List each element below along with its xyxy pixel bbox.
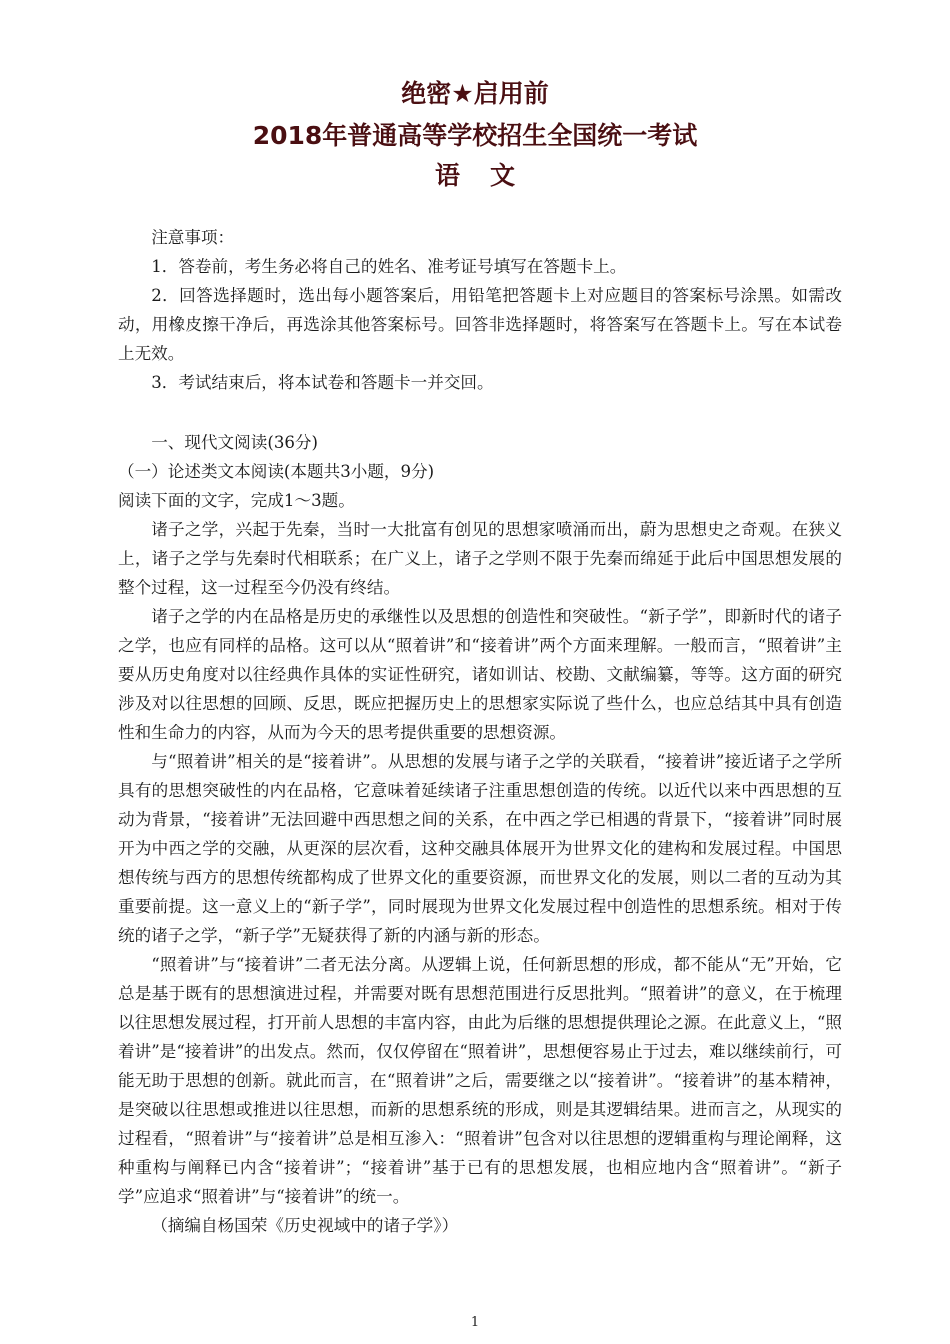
passage-paragraph: 诸子之学的内在品格是历史的承继性以及思想的创造性和突破性。“新子学”，即新时代的诸子之学，也应有同样的品格。这可以从“照着讲”和“接着讲”两个方面来理解。一般而言，“照着讲”主要从历史角度对以往经典作具体的实证性研究，诸如训诂、校勘、文献编纂，等等。这方面的研究涉及对以往思想的回顾、反思，既应把握历史上的思想家实际说了些什么，也应总结其中具有创造性和生命力的内容，从而为今天的思考提供重要的思想资源。 (118, 607, 842, 742)
passage-paragraph: 诸子之学，兴起于先秦，当时一大批富有创见的思想家喷涌而出，蔚为思想史之奇观。在狭义上，诸子之学与先秦时代相联系；在广义上，诸子之学则不限于先秦而绵延于此后中国思想发展的整个过程，这一过程至今仍没有终结。 (118, 520, 842, 597)
section-subheading: （一）论述类文本阅读(本题共3小题，9分) (118, 462, 435, 481)
passage-paragraph: 与“照着讲”相关的是“接着讲”。从思想的发展与诸子之学的关联看，“接着讲”接近诸子之学所具有的思想突破性的内在品格，它意味着延续诸子注重思想创造的传统。以近代以来中西思想的互动为背景，“接着讲”无法回避中西思想之间的关系，在中西之学已相遇的背景下，“接着讲”同时展开为中西之学的交融，从更深的层次看，这种交融具体展开为世界文化的建构和发展过程。中国思想传统与西方的思想传统都构成了世界文化的重要资源，而世界文化的发展，则以二者的互动为其重要前提。这一意义上的“新子学”，同时展现为世界文化发展过程中创造性的思想系统。相对于传统的诸子之学，“新子学”无疑获得了新的内涵与新的形态。 (118, 752, 842, 945)
exam-title: 2018年普通高等学校招生全国统一考试 (252, 121, 698, 150)
notice-item: 3．考试结束后，将本试卷和答题卡一并交回。 (151, 373, 494, 392)
section-block (118, 428, 842, 515)
notice-block (118, 223, 842, 397)
notice-item: 2．回答选择题时，选出每小题答案后，用铅笔把答题卡上对应题目的答案标号涂黑。如需改动，用橡皮擦干净后，再选涂其他答案标号。回答非选择题时，将答案写在答题卡上。写在本试卷上无效。 (118, 286, 842, 363)
page-number: 1 (470, 1315, 480, 1330)
passage-source: （摘编自杨国荣《历史视域中的诸子学》） (151, 1216, 459, 1235)
section-instruction: 阅读下面的文字，完成1～3题。 (118, 491, 355, 510)
document-body (118, 223, 842, 1240)
passage-paragraph: “照着讲”与“接着讲”二者无法分离。从逻辑上说，任何新思想的形成，都不能从“无”开始，它总是基于既有的思想演进过程，并需要对既有思想范围进行反思批判。“照着讲”的意义，在于梳理以往思想发展过程，打开前人思想的丰富内容，由此为后继的思想提供理论之源。在此意义上，“照着讲”是“接着讲”的出发点。然而，仅仅停留在“照着讲”，思想便容易止于过去，难以继续前行，可能无助于思想的创新。就此而言，在“照着讲”之后，需要继之以“接着讲”。“接着讲”的基本精神，是突破以往思想或推进以往思想，而新的思想系统的形成，则是其逻辑结果。进而言之，从现实的过程看，“照着讲”与“接着讲”总是相互渗入：“照着讲”包含对以往思想的逻辑重构与理论阐释，这种重构与阐释已内含“接着讲”；“接着讲”基于已有的思想发展，也相应地内含“照着讲”。“新子学”应追求“照着讲”与“接着讲”的统一。 (118, 955, 842, 1206)
section-heading: 一、现代文阅读(36分) (151, 433, 318, 452)
notice-item: 1．答卷前，考生务必将自己的姓名、准考证号填写在答题卡上。 (151, 257, 627, 276)
notice-heading: 注意事项： (151, 228, 235, 247)
subject-title: 语文 (434, 161, 545, 190)
passage (118, 515, 842, 1240)
secret-label: 绝密★启用前 (401, 79, 549, 108)
